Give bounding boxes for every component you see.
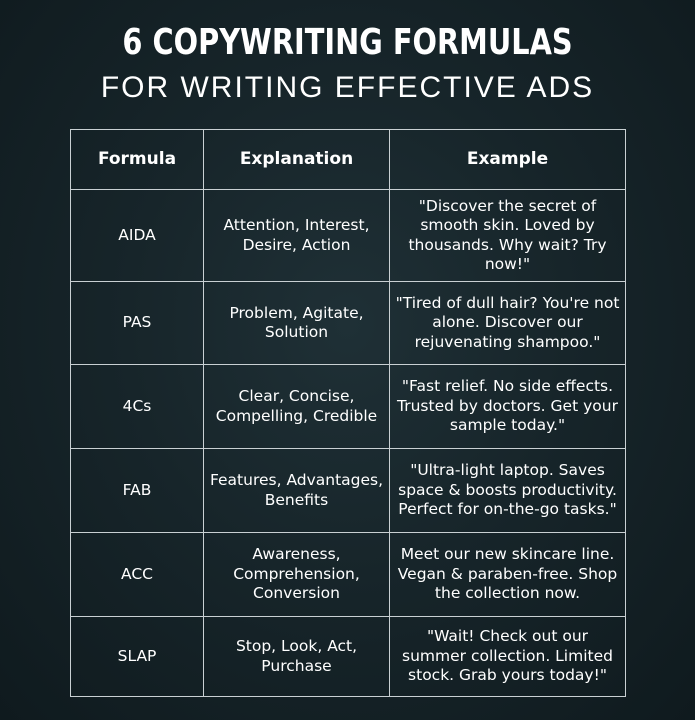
header-row <box>71 130 626 190</box>
explanation-cell: Clear, Concise, Compelling, Credible <box>204 365 390 449</box>
example-cell: "Fast relief. No side effects. Trusted by doctors. Get your sample today." <box>390 365 626 449</box>
header-example: Example <box>390 130 626 190</box>
example-cell: "Ultra-light laptop. Saves space & boosts productivity. Perfect for on-the-go tasks." <box>390 449 626 533</box>
example-cell: "Discover the secret of smooth skin. Loved by thousands. Why wait? Try now!" <box>390 190 626 282</box>
formula-cell: 4Cs <box>71 365 204 449</box>
page-title: 6 COPYWRITING FORMULAS <box>122 22 573 63</box>
formulas-table <box>70 129 626 697</box>
formula-cell: PAS <box>71 282 204 365</box>
page-subtitle: FOR WRITING EFFECTIVE ADS <box>100 71 595 104</box>
explanation-cell: Awareness, Comprehension, Conversion <box>204 533 390 617</box>
formula-cell: ACC <box>71 533 204 617</box>
formula-cell: FAB <box>71 449 204 533</box>
explanation-cell: Features, Advantages, Benefits <box>204 449 390 533</box>
table-row <box>71 365 626 449</box>
explanation-cell: Attention, Interest, Desire, Action <box>204 190 390 282</box>
table-row <box>71 449 626 533</box>
explanation-cell: Problem, Agitate, Solution <box>204 282 390 365</box>
example-cell: Meet our new skincare line. Vegan & paraben-free. Shop the collection now. <box>390 533 626 617</box>
table-body <box>71 190 626 697</box>
formula-cell: SLAP <box>71 617 204 697</box>
header-explanation: Explanation <box>204 130 390 190</box>
explanation-cell: Stop, Look, Act, Purchase <box>204 617 390 697</box>
formula-cell: AIDA <box>71 190 204 282</box>
table-row <box>71 533 626 617</box>
header-formula: Formula <box>71 130 204 190</box>
table-row <box>71 190 626 282</box>
table-row <box>71 617 626 697</box>
example-cell: "Tired of dull hair? You're not alone. Discover our rejuvenating shampoo." <box>390 282 626 365</box>
table-header <box>71 130 626 190</box>
example-cell: "Wait! Check out our summer collection. Limited stock. Grab yours today!" <box>390 617 626 697</box>
table-row <box>71 282 626 365</box>
